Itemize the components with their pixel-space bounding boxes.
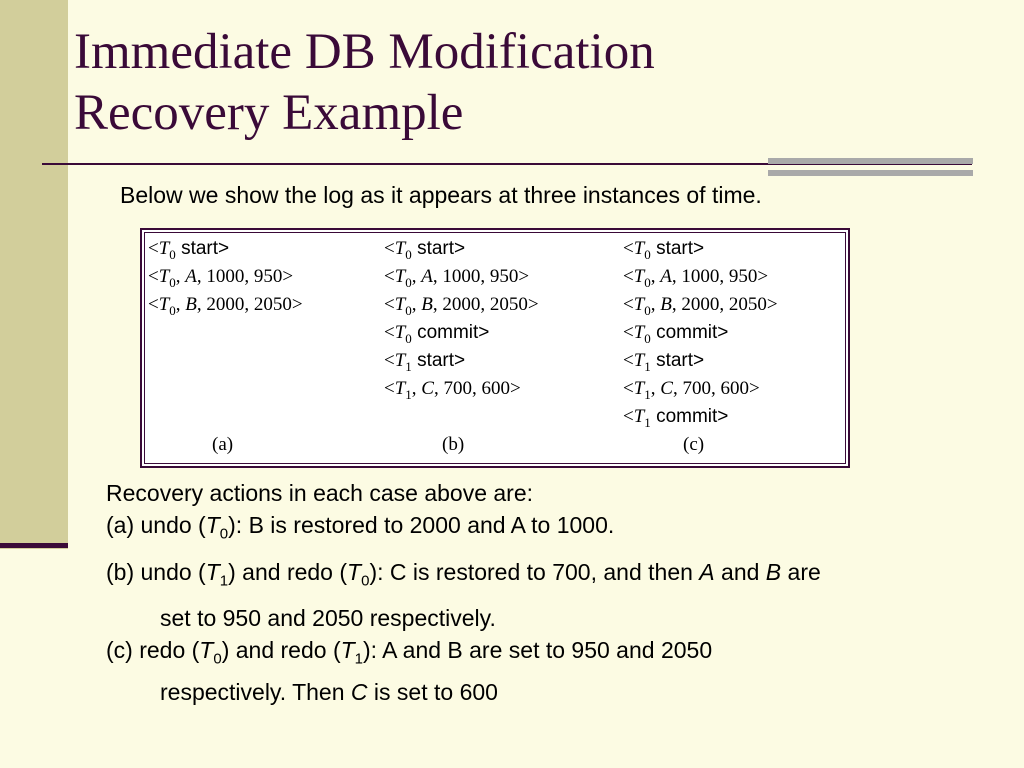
log-tx-symbol: T bbox=[633, 294, 645, 315]
log-caption-c: (c) bbox=[683, 434, 705, 455]
log-sep: , bbox=[175, 294, 186, 315]
log-record bbox=[148, 263, 303, 291]
case-c-tx2-sub: 1 bbox=[354, 650, 364, 668]
log-record-text: start> bbox=[411, 350, 466, 371]
log-record bbox=[623, 375, 778, 403]
log-tx-symbol: T bbox=[394, 378, 406, 399]
log-open-bracket: < bbox=[384, 350, 395, 371]
log-old-value: 1000 bbox=[206, 266, 245, 287]
log-column-a bbox=[148, 235, 303, 319]
log-close-bracket: > bbox=[518, 266, 530, 287]
case-c-cont-prefix: respectively. Then bbox=[160, 678, 351, 705]
log-open-bracket: < bbox=[384, 378, 395, 399]
log-record bbox=[623, 263, 778, 291]
case-c-mid: ) and redo ( bbox=[221, 637, 341, 664]
log-tx-symbol: T bbox=[394, 238, 406, 259]
log-close-bracket: > bbox=[766, 294, 778, 315]
case-b-var-b: B bbox=[765, 558, 782, 585]
log-sep: , bbox=[411, 378, 422, 399]
log-record-text: commit> bbox=[411, 322, 490, 343]
log-sep: , bbox=[650, 378, 661, 399]
log-old-value: 700 bbox=[682, 378, 711, 399]
log-old-value: 2000 bbox=[206, 294, 245, 315]
log-record-text: commit> bbox=[650, 406, 729, 427]
log-sep: , bbox=[480, 266, 490, 287]
log-tx-index: 0 bbox=[644, 302, 651, 318]
log-tx-index: 1 bbox=[644, 386, 651, 402]
log-tx-index: 0 bbox=[644, 246, 651, 262]
log-open-bracket: < bbox=[623, 238, 634, 259]
page-title bbox=[74, 22, 974, 144]
log-sep: , bbox=[719, 294, 729, 315]
log-new-value: 2050 bbox=[253, 294, 292, 315]
case-c-cont-rest: is set to 600 bbox=[367, 678, 498, 705]
log-close-bracket: > bbox=[757, 266, 769, 287]
case-b-var-a: A bbox=[699, 558, 715, 585]
log-item: C bbox=[421, 378, 434, 399]
recovery-case-c-continued bbox=[106, 676, 1006, 708]
log-sep: , bbox=[196, 266, 207, 287]
log-item: A bbox=[660, 266, 672, 287]
log-column-b bbox=[384, 235, 539, 403]
log-open-bracket: < bbox=[148, 238, 159, 259]
log-record bbox=[148, 291, 303, 319]
log-sep: , bbox=[196, 294, 207, 315]
log-sep: , bbox=[672, 378, 683, 399]
log-new-value: 2050 bbox=[489, 294, 528, 315]
log-sep: , bbox=[671, 294, 682, 315]
log-close-bracket: > bbox=[282, 266, 294, 287]
log-tx-symbol: T bbox=[633, 266, 645, 287]
log-sep: , bbox=[432, 294, 443, 315]
case-b-rest2: are bbox=[781, 558, 821, 585]
log-record bbox=[623, 319, 778, 347]
log-record-text: start> bbox=[175, 238, 230, 259]
log-record bbox=[623, 291, 778, 319]
log-tx-index: 0 bbox=[644, 274, 651, 290]
log-item: A bbox=[185, 266, 197, 287]
log-tx-index: 0 bbox=[169, 246, 176, 262]
log-open-bracket: < bbox=[623, 322, 634, 343]
recovery-actions bbox=[106, 477, 1006, 708]
log-record bbox=[623, 347, 778, 375]
case-c-rest: ): A and B are set to 950 and 2050 bbox=[363, 637, 713, 664]
log-close-bracket: > bbox=[509, 378, 521, 399]
recovery-case-b bbox=[106, 551, 1006, 603]
log-tx-symbol: T bbox=[158, 266, 170, 287]
log-record bbox=[384, 263, 539, 291]
log-record bbox=[623, 235, 778, 263]
log-tx-symbol: T bbox=[633, 350, 645, 371]
log-item: A bbox=[421, 266, 433, 287]
log-tx-index: 0 bbox=[169, 302, 176, 318]
log-sep: , bbox=[175, 266, 186, 287]
log-caption-b: (b) bbox=[442, 434, 465, 455]
case-b-and: and bbox=[714, 558, 766, 585]
log-close-bracket: > bbox=[291, 294, 303, 315]
log-column-c bbox=[623, 235, 778, 431]
log-tx-symbol: T bbox=[158, 238, 170, 259]
case-b-prefix: (b) undo ( bbox=[106, 558, 206, 585]
log-open-bracket: < bbox=[623, 266, 634, 287]
log-sep: , bbox=[719, 266, 729, 287]
log-sep: , bbox=[480, 294, 490, 315]
log-open-bracket: < bbox=[148, 294, 159, 315]
log-sep: , bbox=[244, 266, 254, 287]
log-tx-index: 1 bbox=[405, 358, 412, 374]
recovery-heading: Recovery actions in each case above are: bbox=[106, 480, 534, 506]
log-old-value: 1000 bbox=[681, 266, 720, 287]
log-open-bracket: < bbox=[384, 294, 395, 315]
log-open-bracket: < bbox=[384, 322, 395, 343]
log-old-value: 700 bbox=[443, 378, 472, 399]
log-open-bracket: < bbox=[623, 378, 634, 399]
log-tx-symbol: T bbox=[394, 266, 406, 287]
rule-accent-bar-top bbox=[768, 158, 973, 164]
log-record bbox=[384, 347, 539, 375]
log-figure bbox=[140, 228, 850, 468]
case-b-tx2: T bbox=[347, 558, 362, 585]
log-new-value: 950 bbox=[728, 266, 758, 287]
log-tx-index: 0 bbox=[644, 330, 651, 346]
recovery-case-b-continued: set to 950 and 2050 respectively. bbox=[160, 605, 496, 632]
rule-accent bbox=[768, 158, 973, 178]
log-tx-symbol: T bbox=[633, 238, 645, 259]
log-new-value: 600 bbox=[481, 378, 510, 399]
rule-accent-bar-bottom bbox=[768, 170, 973, 176]
log-tx-index: 0 bbox=[405, 246, 412, 262]
log-record bbox=[384, 375, 539, 403]
log-tx-symbol: T bbox=[394, 322, 406, 343]
log-tx-index: 0 bbox=[405, 274, 412, 290]
log-record bbox=[384, 235, 539, 263]
log-tx-index: 0 bbox=[405, 302, 412, 318]
log-tx-symbol: T bbox=[394, 350, 406, 371]
case-a-prefix: (a) undo ( bbox=[106, 512, 206, 538]
log-record-text: commit> bbox=[650, 322, 729, 343]
log-record-text: start> bbox=[411, 238, 466, 259]
log-item: C bbox=[660, 378, 673, 399]
case-b-tx1-sub: 1 bbox=[219, 572, 229, 590]
log-sep: , bbox=[244, 294, 254, 315]
log-sep: , bbox=[650, 266, 661, 287]
log-open-bracket: < bbox=[148, 266, 159, 287]
log-sep: , bbox=[411, 294, 422, 315]
case-c-var-c: C bbox=[350, 678, 368, 705]
log-close-bracket: > bbox=[748, 378, 760, 399]
recovery-case-a bbox=[106, 509, 1006, 551]
log-tx-index: 0 bbox=[169, 274, 176, 290]
left-accent-bar bbox=[0, 543, 68, 548]
log-open-bracket: < bbox=[623, 350, 634, 371]
log-tx-symbol: T bbox=[633, 378, 645, 399]
case-c-tx2: T bbox=[340, 637, 355, 664]
log-tx-index: 1 bbox=[644, 414, 651, 430]
log-new-value: 950 bbox=[489, 266, 519, 287]
case-a-tx: T bbox=[205, 512, 220, 538]
log-record-text: start> bbox=[650, 350, 705, 371]
log-old-value: 1000 bbox=[442, 266, 481, 287]
log-old-value: 2000 bbox=[442, 294, 481, 315]
log-sep: , bbox=[433, 378, 444, 399]
log-sep: , bbox=[411, 266, 422, 287]
log-new-value: 2050 bbox=[728, 294, 767, 315]
left-decor-band bbox=[0, 0, 68, 549]
title-line-1: Immediate DB Modification bbox=[74, 24, 655, 80]
log-open-bracket: < bbox=[384, 266, 395, 287]
case-b-tx2-sub: 0 bbox=[361, 572, 370, 590]
log-item: B bbox=[185, 294, 197, 315]
log-sep: , bbox=[710, 378, 721, 399]
log-old-value: 2000 bbox=[681, 294, 720, 315]
log-sep: , bbox=[471, 378, 482, 399]
case-c-tx1: T bbox=[199, 637, 214, 664]
log-record bbox=[623, 403, 778, 431]
log-tx-index: 1 bbox=[644, 358, 651, 374]
log-item: B bbox=[660, 294, 672, 315]
log-open-bracket: < bbox=[384, 238, 395, 259]
log-record bbox=[148, 235, 303, 263]
case-b-rest1: ): C is restored to 700, and then bbox=[369, 558, 700, 585]
log-tx-symbol: T bbox=[633, 406, 645, 427]
log-tx-symbol: T bbox=[158, 294, 170, 315]
case-a-rest: ): B is restored to 2000 and A to 1000. bbox=[228, 512, 615, 538]
log-tx-symbol: T bbox=[394, 294, 406, 315]
case-b-mid: ) and redo ( bbox=[228, 558, 348, 585]
log-item: B bbox=[421, 294, 433, 315]
log-open-bracket: < bbox=[623, 294, 634, 315]
log-tx-index: 1 bbox=[405, 386, 412, 402]
log-record bbox=[384, 291, 539, 319]
log-tx-symbol: T bbox=[633, 322, 645, 343]
case-c-prefix: (c) redo ( bbox=[106, 637, 200, 664]
case-a-tx-sub: 0 bbox=[219, 525, 229, 543]
case-c-tx1-sub: 0 bbox=[213, 650, 222, 668]
log-record bbox=[384, 319, 539, 347]
intro-text: Below we show the log as it appears at three instances of time. bbox=[120, 182, 762, 208]
log-close-bracket: > bbox=[527, 294, 539, 315]
title-line-2: Recovery Example bbox=[74, 85, 464, 141]
log-new-value: 950 bbox=[253, 266, 283, 287]
log-caption-a: (a) bbox=[212, 434, 234, 455]
log-sep: , bbox=[671, 266, 682, 287]
recovery-case-c bbox=[106, 634, 1006, 676]
case-b-tx1: T bbox=[205, 558, 220, 585]
log-record-text: start> bbox=[650, 238, 705, 259]
log-sep: , bbox=[650, 294, 661, 315]
log-open-bracket: < bbox=[623, 406, 634, 427]
log-sep: , bbox=[432, 266, 443, 287]
log-new-value: 600 bbox=[720, 378, 749, 399]
log-tx-index: 0 bbox=[405, 330, 412, 346]
